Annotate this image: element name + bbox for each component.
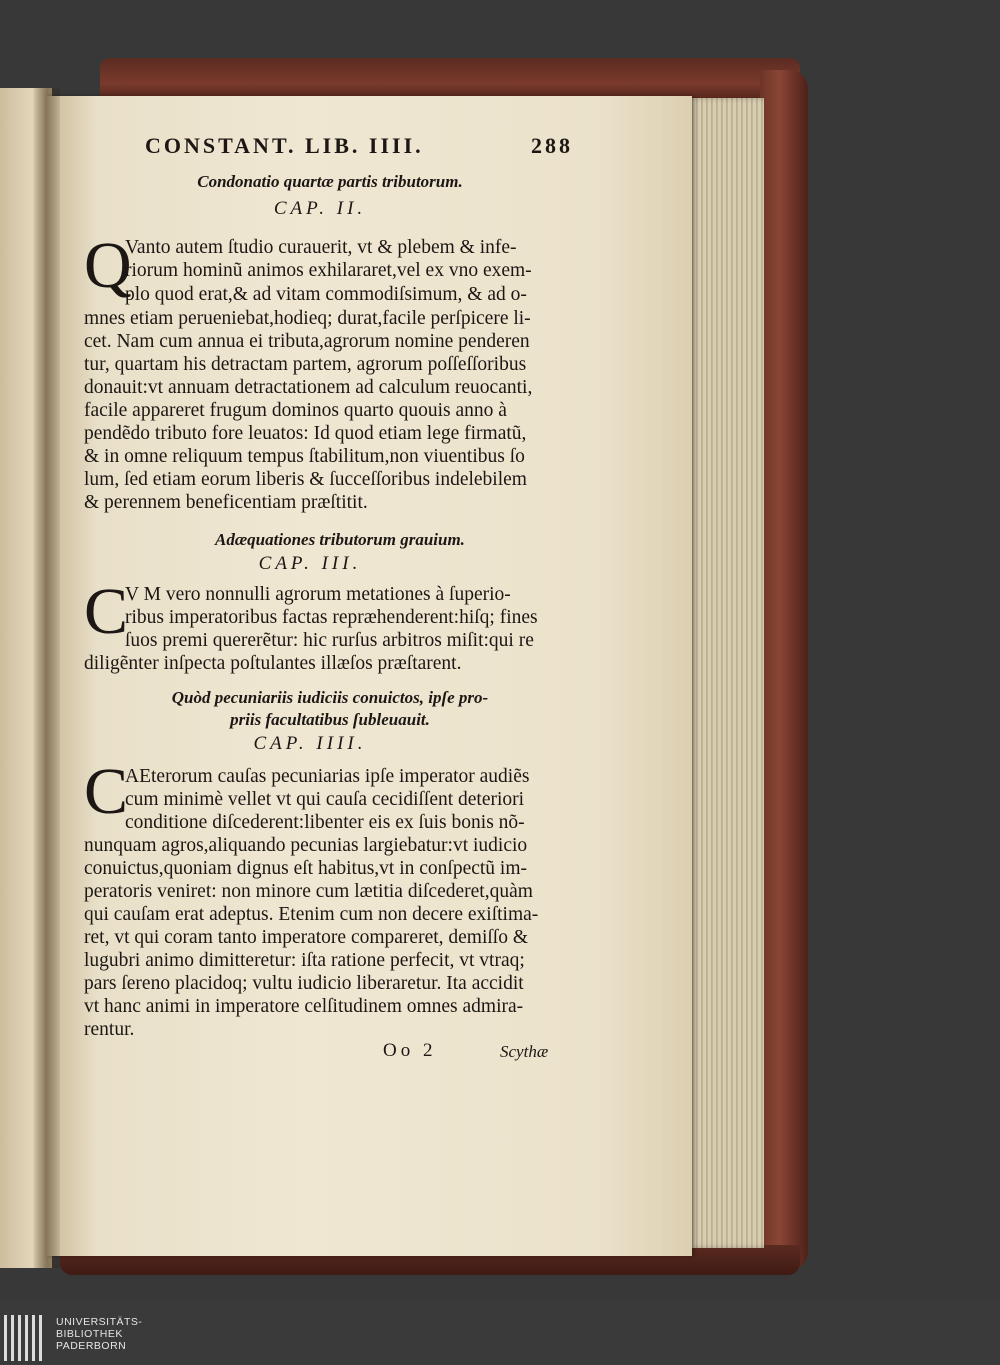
text-line: ſuos premi quererẽtur: hic rurſus arbitros miſit:qui re — [125, 630, 534, 651]
section-heading-continued: priis facultatibus ſubleuauit. — [230, 710, 430, 729]
text-line: diligẽnter inſpecta poſtulantes illæſos præſtarent. — [84, 653, 462, 674]
text-line: peratoris veniret: non minore cum lætitia diſcederet,quàm — [84, 881, 533, 902]
text-line: cum minimè vellet vt qui cauſa cecidiſſent deteriori — [125, 789, 525, 810]
page-stack-edges — [688, 98, 764, 1248]
text-line: lugubri animo dimitteretur: iſta ratione perfecit, vt vtraq; — [84, 950, 525, 971]
text-line: Vanto autem ſtudio curauerit, vt & plebem & infe- — [125, 237, 517, 258]
text-line: qui cauſam erat adeptus. Etenim cum non decere exiſtima- — [84, 904, 539, 925]
text-line: cet. Nam cum annua ei tributa,agrorum nomine penderen — [84, 331, 530, 352]
chapter-number: CAP. II. — [273, 198, 367, 219]
section-heading: Adæquationes tributorum grauium. — [215, 530, 465, 549]
text-line: mnes etiam perueniebat,hodieq; durat,facile perſpicere li- — [84, 308, 531, 329]
text-line: V M vero nonnulli agrorum metationes à ſuperio- — [125, 584, 511, 605]
footer-bar — [0, 1300, 1000, 1365]
section-heading: Condonatio quartæ partis tributorum. — [197, 172, 463, 191]
text-line: conuictus,quoniam dignus eſt habitus,vt in conſpectũ im- — [84, 858, 528, 879]
text-line: & perennem beneficentiam præſtitit. — [84, 492, 368, 513]
text-line: tur, quartam his detractam partem, agrorum poſſeſſoribus — [84, 354, 527, 375]
section-heading: Quòd pecuniariis iudiciis conuictos, ipſe pro- — [171, 688, 489, 707]
page-number: 288 — [531, 133, 573, 158]
text-line: donauit:vt annuam detractationem ad calculum reuocanti, — [84, 377, 533, 398]
chapter-number: CAP. IIII. — [253, 733, 367, 754]
text-line: pendẽdo tributo fore leuatos: Id quod etiam lege firmatũ, — [84, 423, 527, 444]
chapter-number: CAP. III. — [258, 553, 362, 574]
text-line: pars ſereno placidoq; vultu iudicio liberaretur. Ita accidit — [84, 973, 524, 994]
text-line: nunquam agros,aliquando pecunias largiebatur:vt iudicio — [84, 835, 528, 856]
text-line: lum, ſed etiam eorum liberis & ſucceſſoribus indelebilem — [84, 469, 527, 490]
library-logo-icon — [2, 1313, 46, 1363]
text-line: conditione diſcederent:libenter eis ex ſuis bonis nõ- — [125, 812, 525, 833]
drop-capital: Q — [84, 229, 132, 302]
library-name-line2: BIBLIOTHEK — [56, 1328, 123, 1340]
text-line: & in omne reliquum tempus ſtabilitum,non viuentibus ſo — [84, 446, 525, 467]
text-line: plo quod erat,& ad vitam commodiſsimum, & ad o- — [125, 284, 527, 305]
drop-capital: C — [84, 755, 129, 828]
text-line: riorum hominũ animos exhilararet,vel ex vno exem- — [125, 260, 532, 281]
text-line: facile appareret frugum dominos quarto quouis anno à — [84, 400, 507, 421]
running-head — [145, 128, 573, 164]
library-name-line3: PADERBORN — [56, 1340, 127, 1352]
text-line: AEterorum cauſas pecuniarias ipſe imperator audiẽs — [125, 766, 530, 787]
book-cover-right — [760, 70, 808, 1270]
catchword: Scythæ — [500, 1042, 549, 1061]
gutter-shadow — [34, 88, 60, 1268]
text-line: vt hanc animi in imperatore celſitudinem omnes admira- — [84, 996, 524, 1017]
text-line: ret, vt qui coram tanto imperatore compareret, demiſſo & — [84, 927, 529, 948]
text-line: ribus imperatoribus factas repræhenderent:hiſq; fines — [125, 607, 538, 628]
text-line: rentur. — [84, 1019, 135, 1040]
library-name — [56, 1316, 142, 1352]
drop-capital: C — [84, 575, 129, 648]
running-head-title: CONSTANT. LIB. IIII. — [145, 133, 424, 158]
library-name-line1: UNIVERSITÄTS- — [56, 1316, 143, 1328]
signature-mark: Oo 2 — [383, 1040, 437, 1061]
